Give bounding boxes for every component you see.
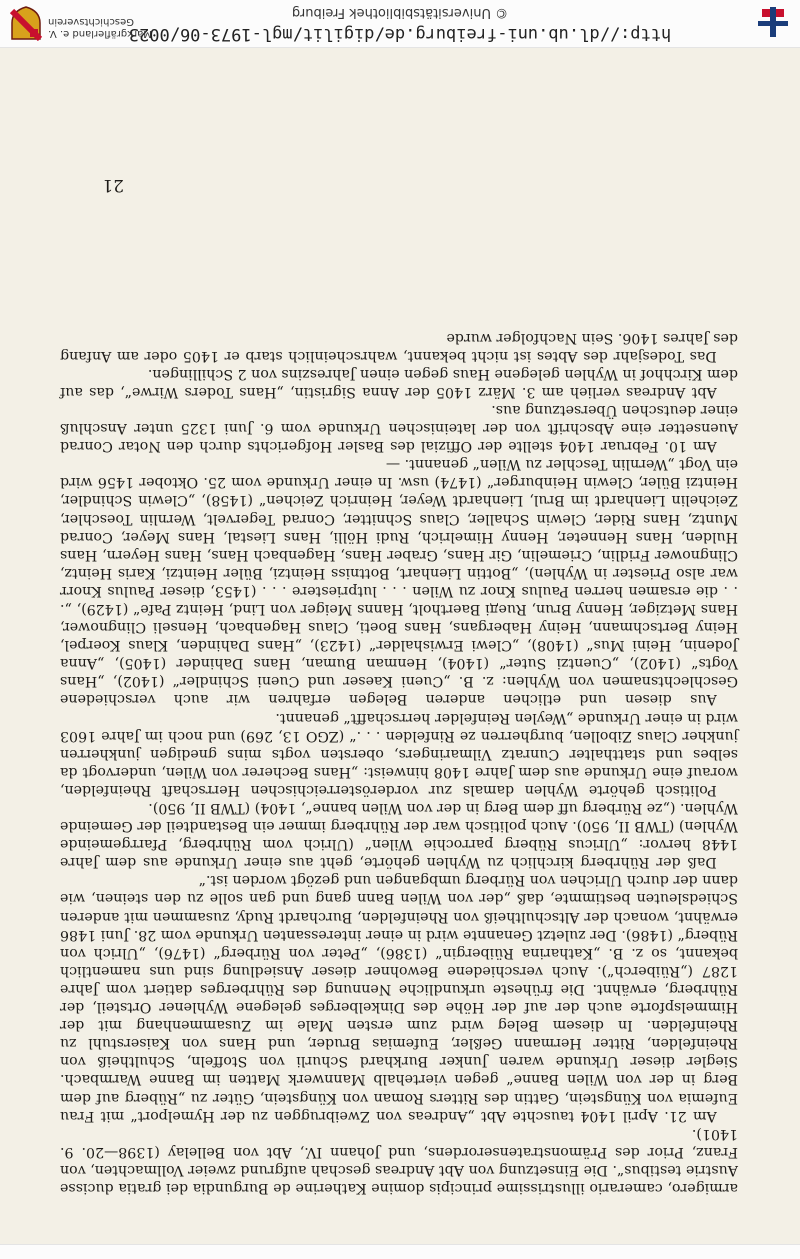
banner-url[interactable]: http://dl.ub.uni-freiburg.de/digilit/mgl-1973-06/0023 <box>128 24 672 44</box>
paragraph: Aus diesen und etlichen anderen Belegen erfahren wir auch verschiedene Geschlechtsnamen von Wyhlen: z. B. „Cueni Kaeser und Cueni Schindler“ (1402), „Hans Vogts“ (1402), „Cuentzi Suter“ (1404), Henman Buman, Hans Dahinder (1405), „Anna Jodenin, Heini Mus“ (1408), „Clewi Erwishalder“ (1423), „Hans Dahinden, Klaus Koerpel, Heiny Bertschmann, Heiny Habergans, Hans Boeti, Claus Hagenbach, Henseli Clingnower, Hans Metziger, Henny Brun, Rueді Baertholt, Hanns Meiger von Lind, Heintz Pafe“ (1429), „. . . die ersamen herren Paulus Knor zu Wilen . . . lutpriestere . . . (1453, dieser Paulus Knorr war also Priester in Wyhlen), „Bottin Lienhart, Bottniss Heintzi, Büler Heintzi, Karis Heintz, Clingnower Fridlin, Criemelin, Gir Hans, Graber Hans, Hagenbach Hans, Hans Heyern, Hans Hulden, Hans Henneter, Henny Himelrich, Rudi Hölli, Hans Liestal, Hans Meyer, Conrad Muntz, Hans Rider, Clewin Schaller, Claus Schnitter, Conrad Tegervelt, Wernlin Toeschler, Zeichelin Lienhardt im Brul, Lienhardt Weyer, Heinrich Zeichen“ (1458), „Clewin Schindler, Heintzi Büler, Clewin Heinburger“ (1474) usw. In einer Urkunde vom 25. Oktober 1456 wird ein Vogt „Wernlin Teschler zu Wilen“ genannt. — <box>60 456 738 708</box>
paragraph: Am 21. April 1404 tauschte Abt „Andreas von Zweibruggen zu der Hymelport“ mit Frau Eufemia von Küngstein, Gattin des Ritters Roman von Küngstein, Güter zu „Rüberg auf dem Berg in der von Wilen Banne“ gegen viertehalb Mannwerk Matten im Banne Warmbach. Siegler dieser Urkunde waren Junker Burkhard Schurli von Stoffeln, Schultheiß von Rheinfelden, Ritter Hermann Geßler, Eufemias Bruder, und Hans von Kaiserstuhl zu Rheinfelden. In diesem Beleg wird zum ersten Male im Zusammenhang mit der Himmelspforte auch der auf der Höhe des Dinkelberges gelegene Wyhlener Ortsteil, der Rührberg, erwähnt. Die früheste urkundliche Nennung des Rührberges datiert vom Jahre 1287 („Rüiberch“). Auch verschiedene Bewohner dieser Ansiedlung sind uns namentlich bekannt, so z. B. „Katharina Rüibergin“ (1386), „Peter von Rürberg“ (1476), „Ulrich von Rüberg“ (1486). Der zuletzt Genannte wird in einer interessanten Urkunde vom 28. Juni 1486 erwähnt, wonach der Altschultheiß von Rheinfelden, Burchardt Rudy, zusammen mit anderen Schiedsleuten bestimmte, daß „der von Wilen Bann gang und gan solle zu den steinen, wie dann der durch Ulrichen von Rürberg umbgangen und gezögt worden ist.“ <box>60 872 738 1124</box>
paragraph: Daß der Rührberg kirchlich zu Wyhlen gehörte, geht aus einer Urkunde aus dem Jahre 1448 hervor: „Ulricus Rüberg parrochie Wilen“ (Ulrich vom Rührberg, Pfarrgemeinde Wyhlen) (TWB II, 950). Auch politisch war der Rührberg immer ein Bestandteil der Gemeinde Wyhlen. („ze Rürberg uff dem Berg in der von Wilen banne“, 1404) (TWB II, 950). <box>60 800 738 871</box>
paragraph: Politisch gehörte Wyhlen damals zur vorderösterreichischen Herrschaft Rheinfelden, worauf eine Urkunde aus dem Jahre 1408 hinweist: „Hans Becherer von Wilen, undervogt da selbes und statthalter Cunratz Vilmaringers, obersten vogts mins gnedigen junkherren junkher Claus Zibollen, burgherren ze Rinfelden . . .“ (ZGO 13, 269) und noch im Jahre 1603 wird in einer Urkunde „Weylen Reinfelder herrschafft“ genannt. <box>60 709 738 798</box>
paragraph: Abt Andreas verlieh am 3. März 1405 der Anna Sigristin, „Hans Toders Wirwe“, das auf dem Kirchhof in Wyhlen gelegene Haus gegen einen Jahreszins von 2 Schillingen. <box>60 365 738 400</box>
crest-icon <box>10 5 42 41</box>
partner-line-2: Geschichtsverein <box>48 16 134 27</box>
ub-freiburg-logo-icon <box>758 7 788 37</box>
paragraph: armigero, camerario illustrissime principis domine Katherine de Burgundia dei gratia ducisse Austrie testibus“. Die Einsetzung von Abt Andreas geschah aufgrund zweier Vollmachten, von Franz, Prior des Prämonstratenserordens, und Johann IV., Abt von Bellelay (1398—20. 9. 1401). <box>60 1125 738 1196</box>
geschichtsverein-logo <box>10 5 182 41</box>
geschichtsverein-text <box>48 15 178 39</box>
paragraph: Am 10. Februar 1404 stellte der Offizial des Basler Hofgerichts durch den Notar Conrad Auensetter eine Abschrift von der lateinischen Urkunde vom 6. Juni 1325 unter Anschluß einer deutschen Übersetzung aus. <box>60 401 738 455</box>
banner-library-credit: © Universitätsbibliothek Freiburg <box>291 5 509 20</box>
paragraph: Das Todesjahr des Abtes ist nicht bekannt, wahrscheinlich starb er 1405 oder am Anfang des Jahres 1406. Sein Nachfolger wurde <box>60 329 738 364</box>
document-body <box>60 329 738 1198</box>
library-banner-top-edge <box>0 1244 800 1259</box>
page-number: 21 <box>102 175 124 195</box>
partner-line-1: Markgräflerland e. V. <box>48 28 152 39</box>
